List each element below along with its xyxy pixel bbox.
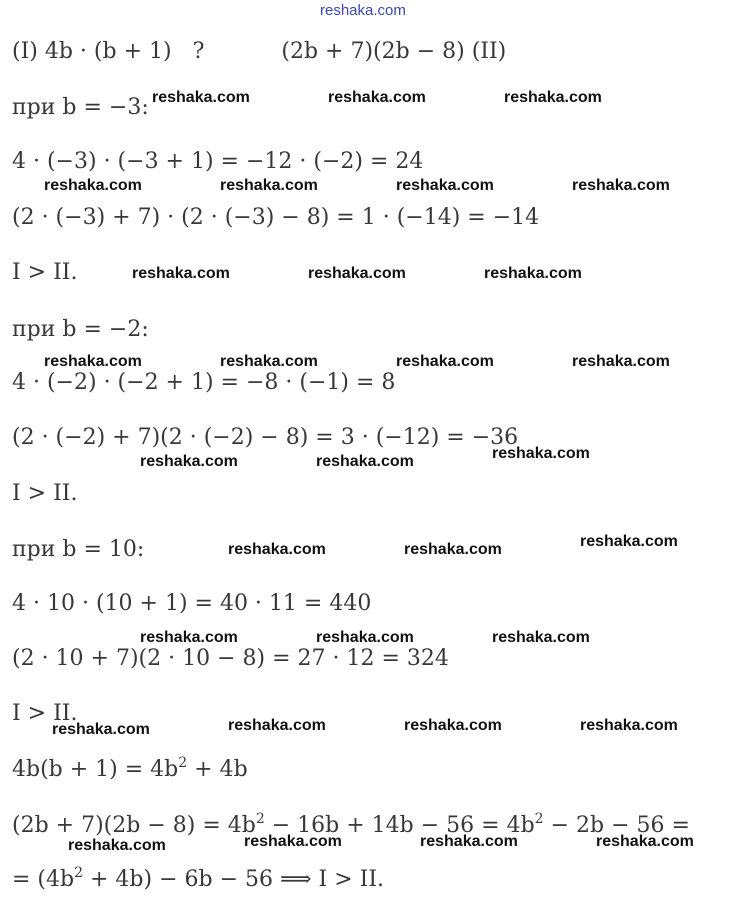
watermark-text: reshaka.com (420, 833, 518, 850)
watermark-text: reshaka.com (580, 717, 678, 734)
watermark-text: reshaka.com (492, 629, 590, 646)
watermark-text: reshaka.com (492, 445, 590, 462)
line-calc-two-b-minus-3: (2 · (−3) + 7) · (2 · (−3) − 8) = 1 · (−14) = −14 (12, 205, 540, 230)
watermark-text: reshaka.com (396, 177, 494, 194)
watermark-text: reshaka.com (152, 89, 250, 106)
watermark-text: reshaka.com (228, 717, 326, 734)
line-result-b-minus-3: I > II. (12, 260, 78, 285)
line-problem (12, 38, 506, 66)
watermark-text: reshaka.com (220, 177, 318, 194)
line-calc-two-b-10: (2 · 10 + 7)(2 · 10 − 8) = 27 · 12 = 324 (12, 646, 449, 671)
line-result-b-10: I > II. (12, 701, 78, 726)
line-calc-one-b-10: 4 · 10 · (10 + 1) = 40 · 11 = 440 (12, 591, 372, 616)
watermark-text: reshaka.com (44, 353, 142, 370)
line-result-b-minus-2: I > II. (12, 481, 78, 506)
watermark-text: reshaka.com (328, 89, 426, 106)
site-header-link[interactable]: reshaka.com (320, 2, 406, 19)
watermark-text: reshaka.com (140, 629, 238, 646)
line-calc-one-b-minus-2: 4 · (−2) · (−2 + 1) = −8 · (−1) = 8 (12, 370, 396, 395)
watermark-text: reshaka.com (52, 721, 150, 738)
watermark-text: reshaka.com (132, 265, 230, 282)
watermark-text: reshaka.com (228, 541, 326, 558)
watermark-text: reshaka.com (140, 453, 238, 470)
watermark-text: reshaka.com (572, 177, 670, 194)
line-case-b-minus-2: при b = −2: (12, 317, 149, 342)
watermark-text: reshaka.com (396, 353, 494, 370)
line-expand-one: $4b(b + 1) = 4b^2 + 4b$ (12, 755, 248, 782)
line-calc-two-b-minus-2: (2 · (−2) + 7)(2 · (−2) − 8) = 3 · (−12) = −36 (12, 425, 519, 450)
expression-one: (I) 4b · (b + 1) (12, 39, 172, 64)
watermark-text: reshaka.com (580, 533, 678, 550)
line-conclusion: = $(4b^2 + 4b) - 6b - 56$ ⟹ I > II. (12, 865, 385, 892)
question-mark: ? (192, 39, 205, 64)
watermark-text: reshaka.com (484, 265, 582, 282)
watermark-text: reshaka.com (44, 177, 142, 194)
watermark-text: reshaka.com (220, 353, 318, 370)
line-case-b-minus-3: при b = −3: (12, 95, 149, 120)
watermark-text: reshaka.com (596, 833, 694, 850)
watermark-text: reshaka.com (572, 353, 670, 370)
line-case-b-10: при b = 10: (12, 537, 145, 562)
expression-two: (2b + 7)(2b − 8) (II) (281, 39, 507, 64)
watermark-text: reshaka.com (244, 833, 342, 850)
watermark-text: reshaka.com (504, 89, 602, 106)
watermark-text: reshaka.com (308, 265, 406, 282)
watermark-text: reshaka.com (68, 837, 166, 854)
line-calc-one-b-minus-3: 4 · (−3) · (−3 + 1) = −12 · (−2) = 24 (12, 149, 424, 174)
watermark-text: reshaka.com (404, 541, 502, 558)
watermark-text: reshaka.com (404, 717, 502, 734)
watermark-text: reshaka.com (316, 453, 414, 470)
watermark-text: reshaka.com (316, 629, 414, 646)
line-expand-two: $(2b + 7)(2b - 8) = 4b^2 - 16b + 14b - 56 = 4b^2 - 2b - 56$ = (12, 811, 690, 838)
